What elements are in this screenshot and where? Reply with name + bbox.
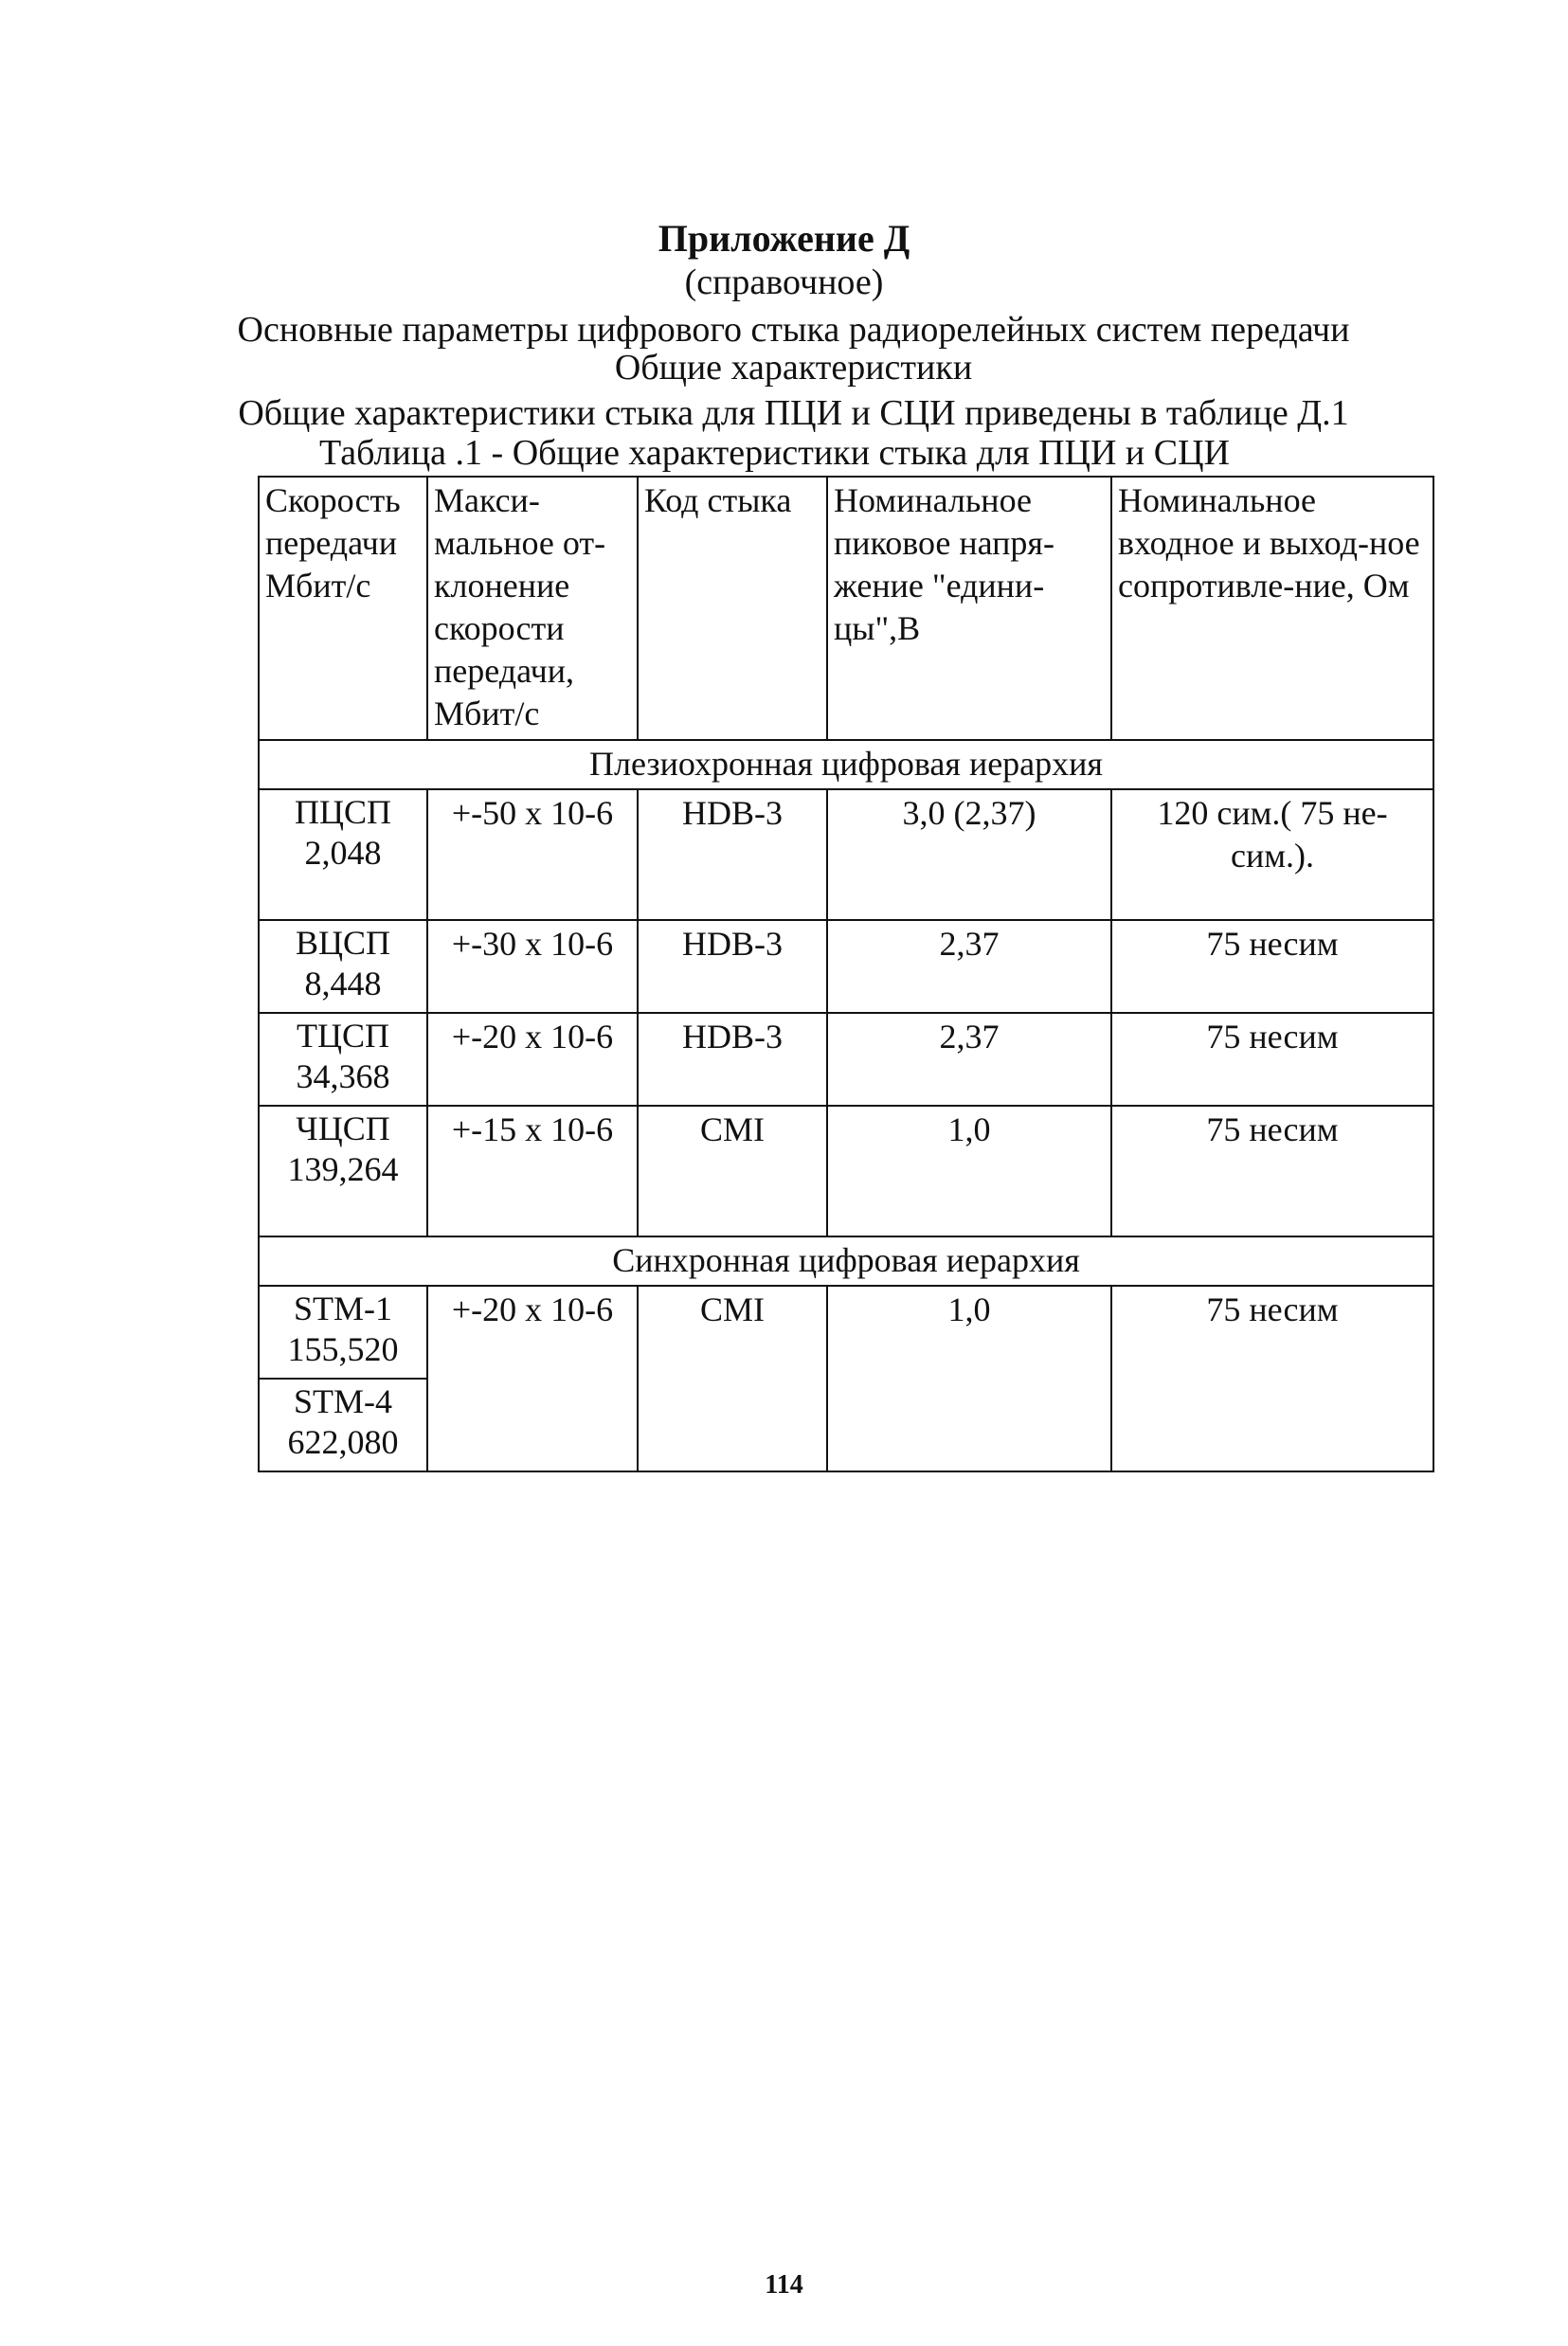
speed-cell: ТЦСП 34,368	[259, 1013, 427, 1106]
code-cell: HDB-3	[638, 920, 827, 1013]
section-row-sdh	[259, 1236, 1433, 1286]
deviation-cell: +-30 x 10-6	[427, 920, 638, 1013]
impedance-cell: 75 несим	[1111, 920, 1433, 1013]
code-cell: HDB-3	[638, 789, 827, 920]
header-speed: Скорость передачи Мбит/с	[259, 477, 427, 740]
table-row	[259, 789, 1433, 920]
table-header-row	[259, 477, 1433, 740]
header-code: Код стыка	[638, 477, 827, 740]
header-deviation: Макси-мальное от-клонение скорости передачи, Мбит/с	[427, 477, 638, 740]
appendix-title: Приложение Д	[658, 217, 910, 260]
impedance-cell: 75 несим	[1111, 1286, 1433, 1471]
section-heading: Общие характеристики	[614, 348, 973, 388]
intro-text: Общие характеристики стыка для ПЦИ и СЦИ приведены в таблице Д.1	[238, 393, 1349, 433]
deviation-cell: +-20 x 10-6	[427, 1286, 638, 1471]
speed-cell: ЧЦСП 139,264	[259, 1106, 427, 1236]
impedance-cell: 120 сим.( 75 не-сим.).	[1111, 789, 1433, 920]
table-caption: Таблица .1 - Общие характеристики стыка для ПЦИ и СЦИ	[319, 433, 1230, 473]
section-label-pdh: Плезиохронная цифровая иерархия	[259, 740, 1433, 789]
section-label-sdh: Синхронная цифровая иерархия	[259, 1236, 1433, 1286]
speed-cell: ВЦСП 8,448	[259, 920, 427, 1013]
appendix-type: (справочное)	[684, 262, 884, 302]
header-voltage: Номинальное пиковое напря-жение "едини-цы",В	[827, 477, 1111, 740]
voltage-cell: 2,37	[827, 920, 1111, 1013]
voltage-cell: 1,0	[827, 1286, 1111, 1471]
header-impedance: Номинальное входное и выход-ное сопротивле-ние, Ом	[1111, 477, 1433, 740]
speed-cell: ПЦСП 2,048	[259, 789, 427, 920]
impedance-cell: 75 несим	[1111, 1106, 1433, 1236]
deviation-cell: +-15 x 10-6	[427, 1106, 638, 1236]
main-heading: Основные параметры цифрового стыка радиорелейных систем передачи	[237, 310, 1350, 350]
section-row-pdh	[259, 740, 1433, 789]
speed-cell: STM-4 622,080	[259, 1379, 427, 1471]
deviation-cell: +-50 x 10-6	[427, 789, 638, 920]
impedance-cell: 75 несим	[1111, 1013, 1433, 1106]
table-row	[259, 920, 1433, 1013]
table-row	[259, 1286, 1433, 1379]
deviation-cell: +-20 x 10-6	[427, 1013, 638, 1106]
code-cell: HDB-3	[638, 1013, 827, 1106]
voltage-cell: 2,37	[827, 1013, 1111, 1106]
table-row	[259, 1013, 1433, 1106]
code-cell: CMI	[638, 1286, 827, 1471]
table-row	[259, 1106, 1433, 1236]
code-cell: CMI	[638, 1106, 827, 1236]
voltage-cell: 1,0	[827, 1106, 1111, 1236]
page-number: 114	[765, 2270, 803, 2300]
speed-cell: STM-1 155,520	[259, 1286, 427, 1379]
voltage-cell: 3,0 (2,37)	[827, 789, 1111, 920]
interface-parameters-table	[258, 476, 1434, 1472]
